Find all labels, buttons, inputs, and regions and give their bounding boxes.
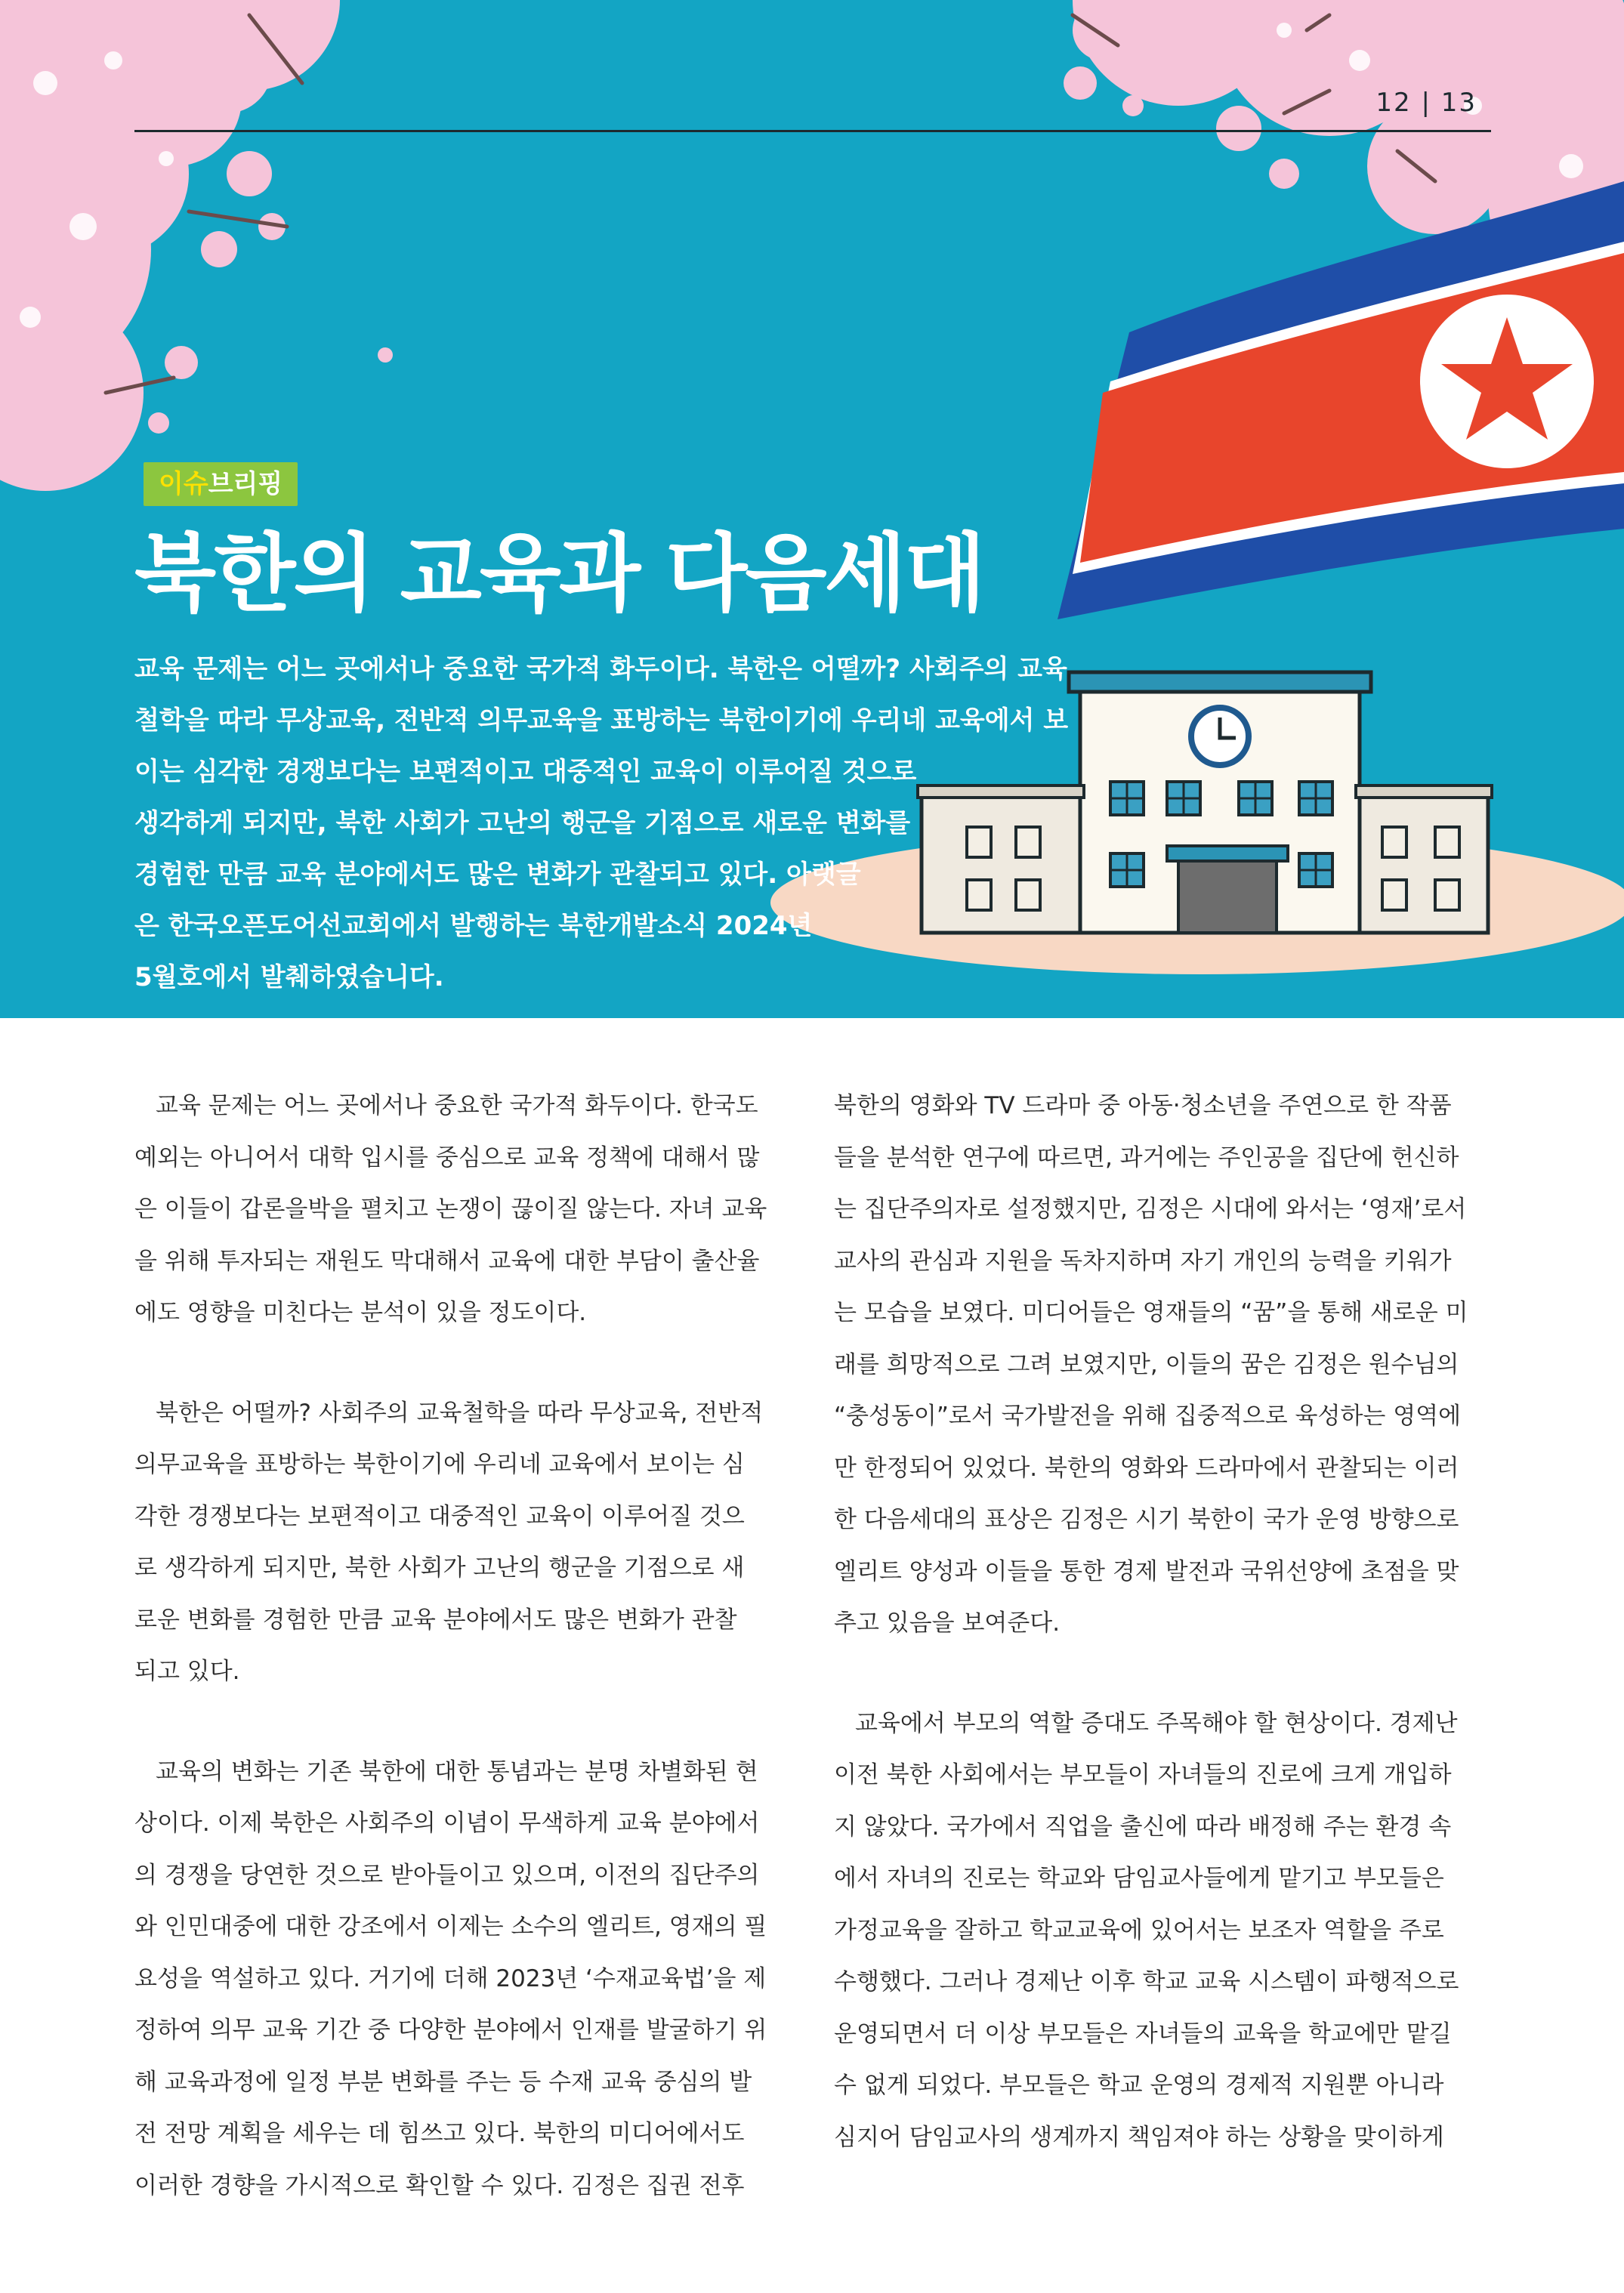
text-line: 가정교육을 잘하고 학교교육에 있어서는 보조자 역할을 주로 <box>834 1916 1444 1944</box>
text-line: 되고 있다. <box>134 1658 240 1685</box>
text-line: 만 한정되어 있었다. 북한의 영화와 드라마에서 관찰되는 이러 <box>834 1454 1459 1482</box>
text-line: 와 인민대중에 대한 강조에서 이제는 소수의 엘리트, 영재의 필 <box>134 1913 767 1940</box>
lede-line: 이는 심각한 경쟁보다는 보편적이고 대중적인 교육이 이루어질 것으로 <box>134 757 917 787</box>
lede-line: 생각하게 되지만, 북한 사회가 고난의 행군을 기점으로 새로운 변화를 <box>134 808 911 838</box>
text-line: 수 없게 되었다. 부모들은 학교 운영의 경제적 지원뿐 아니라 <box>834 2072 1444 2099</box>
text-line: 정하여 의무 교육 기간 중 다양한 분야에서 인재를 발굴하기 위 <box>134 2017 767 2044</box>
body-paragraph <box>134 1387 792 1698</box>
section-tag-highlight: 이슈 <box>159 469 208 499</box>
text-line: 전 전망 계획을 세우는 데 힘쓰고 있다. 북한의 미디어에서도 <box>134 2120 745 2147</box>
text-line: 요성을 역설하고 있다. 거기에 더해 2023년 ‘수재교육법’을 제 <box>134 1964 767 1992</box>
text-line: 로 생각하게 되지만, 북한 사회가 고난의 행군을 기점으로 새 <box>134 1554 745 1582</box>
text-line: 한 다음세대의 표상은 김정은 시기 북한이 국가 운영 방향으로 <box>834 1506 1459 1533</box>
text-line: 에도 영향을 미친다는 분석이 있을 정도이다. <box>134 1299 587 1326</box>
lede-line: 경험한 만큼 교육 분야에서도 많은 변화가 관찰되고 있다. 아랫글 <box>134 859 861 890</box>
text-line: 상이다. 이제 북한은 사회주의 이념이 무색하게 교육 분야에서 <box>134 1810 760 1837</box>
text-line: 운영되면서 더 이상 부모들은 자녀들의 교육을 학교에만 맡길 <box>834 2020 1452 2048</box>
lede-paragraph <box>134 643 1071 1003</box>
lede-line: 철학을 따라 무상교육, 전반적 의무교육을 표방하는 북한이기에 우리네 교육에서 보 <box>134 705 1069 736</box>
text-line: 심지어 담임교사의 생계까지 책임져야 하는 상황을 맞이하게 <box>834 2123 1444 2151</box>
text-line: 을 위해 투자되는 재원도 막대해서 교육에 대한 부담이 출산율 <box>134 1247 760 1275</box>
text-line: 는 집단주의자로 설정했지만, 김정은 시대에 와서는 ‘영재’로서 <box>834 1196 1467 1223</box>
text-line: 이러한 경향을 가시적으로 확인할 수 있다. 김정은 집권 전후 <box>134 2171 745 2199</box>
text-line: 지 않았다. 국가에서 직업을 출신에 따라 배정해 주는 환경 속 <box>834 1813 1452 1841</box>
text-line: 이전 북한 사회에서는 부모들이 자녀들의 진로에 크게 개입하 <box>834 1761 1452 1788</box>
clock-icon <box>1191 708 1249 765</box>
text-line: 로운 변화를 경험한 만큼 교육 분야에서도 많은 변화가 관찰 <box>134 1606 737 1634</box>
text-line: 의무교육을 표방하는 북한이기에 우리네 교육에서 보이는 심 <box>134 1451 745 1478</box>
text-line: 북한은 어떨까? 사회주의 교육철학을 따라 무상교육, 전반적 <box>156 1399 764 1427</box>
section-tag-rest: 브리핑 <box>208 469 283 499</box>
body-paragraph <box>834 1080 1491 1650</box>
page-numbers: 12 | 13 <box>1375 88 1477 118</box>
text-line: 엘리트 양성과 이들을 통한 경제 발전과 국위선양에 초점을 맞 <box>834 1557 1459 1585</box>
text-line: 수행했다. 그러나 경제난 이후 학교 교육 시스템이 파행적으로 <box>834 1968 1459 1995</box>
text-line: 교육에서 부모의 역할 증대도 주목해야 할 현상이다. 경제난 <box>855 1709 1458 1737</box>
body-paragraph <box>834 1698 1491 2164</box>
page-title: 북한의 교육과 다음세대 <box>134 525 983 623</box>
text-line: 의 경쟁을 당연한 것으로 받아들이고 있으며, 이전의 집단주의 <box>134 1861 760 1889</box>
body-paragraph <box>134 1080 792 1339</box>
text-line: 추고 있음을 보여준다. <box>834 1609 1061 1637</box>
text-line: 북한의 영화와 TV 드라마 중 아동·청소년을 주연으로 한 작품 <box>834 1092 1452 1119</box>
text-line: 은 이들이 갑론을박을 펼치고 논쟁이 끊이질 않는다. 자녀 교육 <box>134 1196 767 1223</box>
body-paragraph <box>134 1746 792 2212</box>
body-column-left <box>134 1080 792 2260</box>
text-line: 교사의 관심과 지원을 독차지하며 자기 개인의 능력을 키워가 <box>834 1247 1452 1275</box>
text-line: “충성동이”로서 국가발전을 위해 집중적으로 육성하는 영역에 <box>834 1403 1462 1430</box>
lede-line: 은 한국오픈도어선교회에서 발행하는 북한개발소식 2024년 <box>134 911 813 941</box>
text-line: 는 모습을 보였다. 미디어들은 영재들의 “꿈”을 통해 새로운 미 <box>834 1299 1468 1326</box>
text-line: 들을 분석한 연구에 따르면, 과거에는 주인공을 집단에 헌신하 <box>834 1143 1459 1171</box>
north-korean-flag-icon <box>1057 181 1624 619</box>
text-line: 예외는 아니어서 대학 입시를 중심으로 교육 정책에 대해서 많 <box>134 1143 760 1171</box>
lede-line: 5월호에서 발췌하였습니다. <box>134 962 444 992</box>
text-line: 래를 희망적으로 그려 보였지만, 이들의 꿈은 김정은 원수님의 <box>834 1350 1459 1378</box>
text-line: 해 교육과정에 일정 부분 변화를 주는 등 수재 교육 중심의 발 <box>134 2068 752 2096</box>
section-tag <box>144 462 298 506</box>
text-line: 교육 문제는 어느 곳에서나 중요한 국가적 화두이다. 한국도 <box>156 1092 758 1119</box>
lede-line: 교육 문제는 어느 곳에서나 중요한 국가적 화두이다. 북한은 어떨까? 사회주의 교육 <box>134 654 1067 684</box>
header-rule <box>134 130 1491 132</box>
text-line: 각한 경쟁보다는 보편적이고 대중적인 교육이 이루어질 것으 <box>134 1502 745 1530</box>
text-line: 에서 자녀의 진로는 학교와 담임교사들에게 맡기고 부모들은 <box>834 1865 1444 1892</box>
body-column-right <box>834 1080 1491 2211</box>
text-line: 교육의 변화는 기존 북한에 대한 통념과는 분명 차별화된 현 <box>156 1758 758 1785</box>
hero-banner <box>0 0 1624 1018</box>
